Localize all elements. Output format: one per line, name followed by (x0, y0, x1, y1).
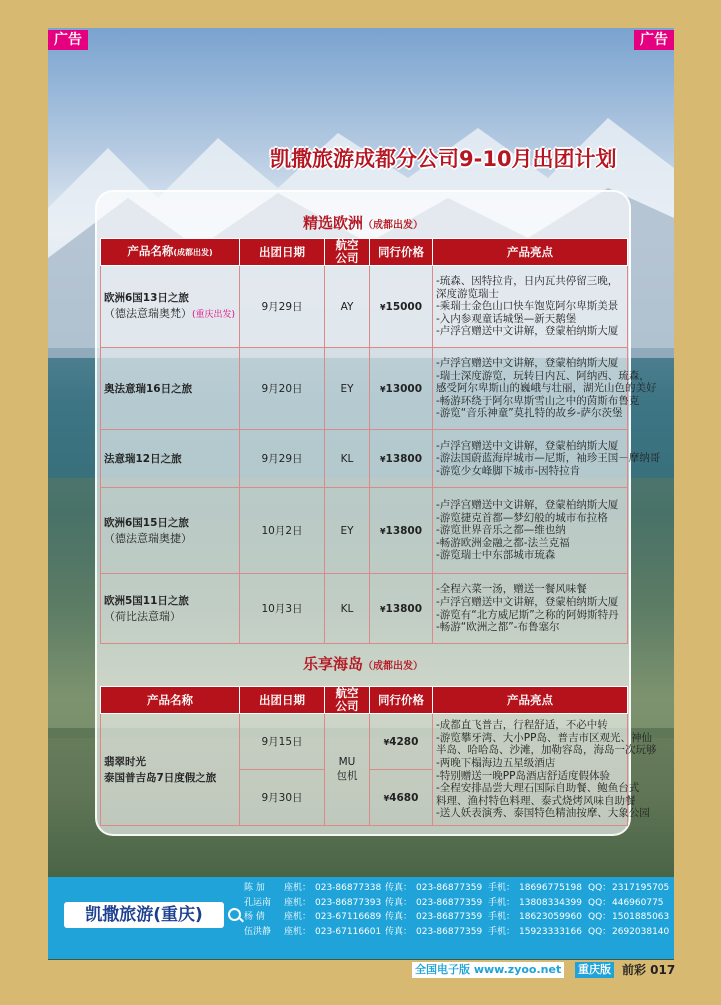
header-price: 同行价格 (370, 239, 433, 266)
europe-heading-note: （成都出发） (363, 220, 423, 231)
departure-date: 10月2日 (240, 488, 325, 574)
airline-code: MU 包机 (325, 714, 370, 826)
product-name: 欧洲6国15日之旅 （德法意瑞奥捷） (101, 488, 240, 574)
departure-date: 9月29日 (240, 266, 325, 348)
island-heading: 乐享海岛（成都出发） (302, 655, 423, 673)
qq: 2317195705 (612, 883, 670, 893)
edition-badge: 重庆版 (575, 962, 614, 978)
fax: 023-86877359 (416, 926, 483, 937)
peer-price: ¥13800 (370, 574, 433, 644)
fax: 023-86877359 (416, 912, 483, 922)
header-airline: 航空 公司 (325, 239, 370, 266)
contact-name: 伍洪静 (244, 926, 272, 937)
peer-price: ¥13000 (370, 348, 433, 430)
fax: 023-86877359 (416, 883, 483, 893)
header-airline: 航空 公司 (325, 687, 370, 714)
peer-price: ¥4680 (370, 770, 433, 826)
contact-name: 陈 加 (244, 883, 265, 893)
header-price: 同行价格 (370, 687, 433, 714)
schedule-panel (95, 190, 661, 836)
header-date: 出团日期 (240, 687, 325, 714)
qq: 446960775 (612, 897, 664, 908)
product-name: 欧洲5国11日之旅 （荷比法意瑞） (101, 574, 240, 644)
airline-code: AY (325, 266, 370, 348)
product-name: 翡翠时光 泰国普吉岛7日度假之旅 (101, 714, 240, 826)
mobile: 18696775198 (519, 883, 582, 893)
europe-table-header (101, 239, 628, 266)
highlights: -琉森、因特拉肯，日内瓦共停留三晚， 深度游览瑞士 -乘瑞士金色山口快车饱览阿尔卑斯美景 -入内参观童话城堡—新天鹅堡 -卢浮宫赠送中文讲解，登蒙柏纳斯大厦 (433, 266, 628, 348)
peer-price: ¥13800 (370, 488, 433, 574)
product-name: 欧洲6国13日之旅 （德法意瑞奥梵）(重庆出发) (101, 266, 240, 348)
island-table-header (101, 687, 628, 714)
contact-row: 孔运南 座机： 023-86877393 传真： 023-86877359 手机： 13808334399 QQ： 446960775 (244, 896, 674, 911)
island-heading-note: （成都出发） (363, 661, 423, 672)
site-url: www.zyoo.net (473, 963, 562, 976)
page-number: 前彩 017 (622, 963, 676, 977)
mobile: 18623059960 (519, 912, 582, 922)
table-row (101, 430, 628, 488)
page-title: 凯撒旅游成都分公司9-10月出团计划 (270, 147, 617, 171)
contact-footer (48, 877, 674, 959)
airline-code: KL (325, 430, 370, 488)
table-row (101, 714, 628, 770)
highlights: -全程六菜一汤，赠送一餐风味餐 -卢浮宫赠送中文讲解，登蒙柏纳斯大厦 -游览有“北方威尼斯”之称的阿姆斯特丹 -畅游“欧洲之都”-布鲁塞尔 (433, 574, 628, 644)
departure-date: 10月3日 (240, 574, 325, 644)
highlights: -卢浮宫赠送中文讲解，登蒙柏纳斯大厦 -游法国蔚蓝海岸城市—尼斯，袖珍王国－摩纳哥 -游览少女峰脚下城市-因特拉肯 (433, 430, 628, 488)
header-product: 产品名称 (101, 687, 240, 714)
header-product: 产品名称(成都出发) (101, 239, 240, 266)
header-highlights: 产品亮点 (433, 239, 628, 266)
ad-label-left: 广告 (48, 30, 88, 50)
contact-name: 杨 倩 (244, 912, 265, 922)
header-date: 出团日期 (240, 239, 325, 266)
airline-code: KL (325, 574, 370, 644)
airline-code: EY (325, 348, 370, 430)
peer-price: ¥15000 (370, 266, 433, 348)
highlights: -卢浮宫赠送中文讲解，登蒙柏纳斯大厦 -瑞士深度游览，玩转日内瓦、阿纳西、琉森， 感受阿尔卑斯山的巍峨与壮丽，湖光山色的美好 -畅游环绕于阿尔卑斯雪山之中的茵斯布鲁克 -游览“音乐神童”莫扎特的故乡-萨尔茨堡 (433, 348, 628, 430)
departure-date: 9月15日 (240, 714, 325, 770)
qq: 1501885063 (612, 912, 670, 922)
airline-code: EY (325, 488, 370, 574)
contact-row: 陈 加 座机： 023-86877338 传真： 023-86877359 手机： 18696775198 QQ： 2317195705 (244, 881, 674, 896)
peer-price: ¥13800 (370, 430, 433, 488)
island-table (100, 686, 657, 826)
contact-row: 杨 倩 座机： 023-67116689 传真： 023-86877359 手机： 18623059960 QQ： 1501885063 (244, 910, 674, 925)
landline: 023-86877338 (315, 883, 382, 893)
departure-date: 9月20日 (240, 348, 325, 430)
fax: 023-86877359 (416, 897, 483, 908)
table-row (101, 574, 628, 644)
qq: 2692038140 (612, 926, 670, 937)
search-icon (228, 908, 241, 921)
table-row (101, 266, 628, 348)
landline: 023-67116601 (315, 926, 382, 937)
ad-label-right: 广告 (634, 30, 674, 50)
highlights: -成都直飞普吉，行程舒适，不必中转 -游览攀牙湾、大小PP岛、普吉市区观光、神仙 半岛、哈哈岛、沙滩，加勒容岛，海岛一次玩够 -两晚下榻海边五星级酒店 -特别赠送一晚PP岛酒店舒适度假体验 -全程安排品尝大理石国际自助餐、鲍鱼台式 料理、渔村特色料理、泰式烧烤风味自助餐 -送人妖表演秀、泰国特色精油按摩、大象公园 (433, 714, 628, 826)
mobile: 13808334399 (519, 897, 582, 908)
landline: 023-67116689 (315, 912, 382, 922)
header-highlights: 产品亮点 (433, 687, 628, 714)
contact-list (244, 881, 674, 939)
brand-logo: 凯撒旅游(重庆) (64, 902, 224, 928)
table-row (101, 348, 628, 430)
highlights: -卢浮宫赠送中文讲解，登蒙柏纳斯大厦 -游览捷克首都—梦幻般的城市布拉格 -游览世界音乐之都—维也纳 -畅游欧洲金融之都-法兰克福 -游览瑞士中东部城市琉森 (433, 488, 628, 574)
nation-edition-link[interactable]: 全国电子版 www.zyoo.net (412, 962, 564, 978)
mobile: 15923333166 (519, 926, 582, 937)
europe-table (100, 238, 661, 644)
product-name: 法意瑞12日之旅 (101, 430, 240, 488)
europe-heading: 精选欧洲（成都出发） (302, 214, 423, 232)
peer-price: ¥4280 (370, 714, 433, 770)
departure-date: 9月29日 (240, 430, 325, 488)
table-row (101, 488, 628, 574)
product-name: 奥法意瑞16日之旅 (101, 348, 240, 430)
landline: 023-86877393 (315, 897, 382, 908)
contact-name: 孔运南 (244, 897, 272, 908)
departure-city-note: (重庆出发) (192, 310, 236, 320)
contact-row: 伍洪静 座机： 023-67116601 传真： 023-86877359 手机： 15923333166 QQ： 2692038140 (244, 925, 674, 940)
departure-date: 9月30日 (240, 770, 325, 826)
